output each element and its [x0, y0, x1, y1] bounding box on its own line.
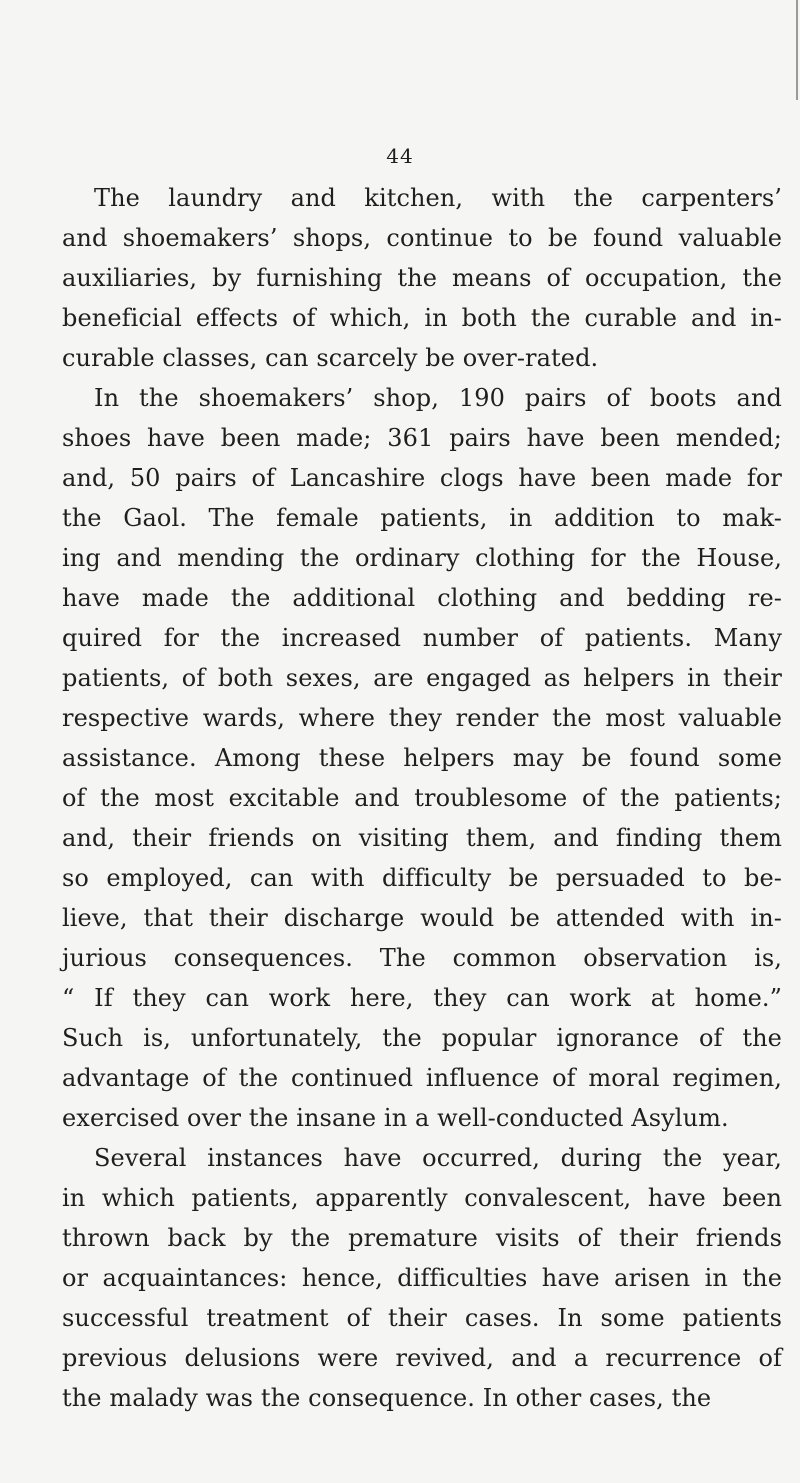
text-line: and, 50 pairs of Lancashire clogs have been made for — [62, 464, 782, 492]
text-line: thrown back by the premature visits of their friends — [62, 1224, 782, 1252]
text-line: Several instances have occurred, during the year, — [94, 1144, 782, 1172]
text-line: jurious consequences. The common observation is, — [62, 944, 782, 972]
text-line: the Gaol. The female patients, in addition to mak- — [62, 504, 782, 532]
text-line: lieve, that their discharge would be attended with in- — [62, 904, 782, 932]
text-line: curable classes, can scarcely be over-rated. — [62, 344, 599, 372]
text-line: ing and mending the ordinary clothing for the House, — [62, 544, 782, 572]
text-line: The laundry and kitchen, with the carpenters’ — [94, 184, 782, 212]
text-line: in which patients, apparently convalescent, have been — [62, 1184, 782, 1212]
page-number: 44 — [386, 144, 414, 168]
text-line: the malady was the consequence. In other cases, the — [62, 1384, 712, 1412]
text-line: shoes have been made; 361 pairs have been mended; — [62, 424, 782, 452]
text-line: In the shoemakers’ shop, 190 pairs of boots and — [94, 384, 782, 412]
text-line: auxiliaries, by furnishing the means of occupation, the — [62, 264, 782, 292]
text-line: have made the additional clothing and bedding re- — [62, 584, 782, 612]
page-edge-line — [796, 0, 798, 100]
text-line: or acquaintances: hence, difficulties have arisen in the — [62, 1264, 782, 1292]
text-line: and, their friends on visiting them, and finding them — [62, 824, 782, 852]
text-line: respective wards, where they render the most valuable — [62, 704, 782, 732]
text-line: beneficial effects of which, in both the curable and in- — [62, 304, 782, 332]
body-text — [62, 178, 782, 1418]
text-line: Such is, unfortunately, the popular ignorance of the — [62, 1024, 782, 1052]
text-line: exercised over the insane in a well-conducted Asylum. — [62, 1104, 729, 1132]
text-line: advantage of the continued influence of moral regimen, — [62, 1064, 782, 1092]
text-line: and shoemakers’ shops, continue to be found valuable — [62, 224, 782, 252]
text-line: patients, of both sexes, are engaged as helpers in their — [62, 664, 782, 692]
text-line: of the most excitable and troublesome of the patients; — [62, 784, 782, 812]
text-line: previous delusions were revived, and a recurrence of — [62, 1344, 782, 1372]
text-line: assistance. Among these helpers may be found some — [62, 744, 782, 772]
text-line: “ If they can work here, they can work at home.” — [62, 984, 782, 1012]
text-line: quired for the increased number of patients. Many — [62, 624, 782, 652]
text-line: successful treatment of their cases. In some patients — [62, 1304, 782, 1332]
text-line: so employed, can with difficulty be persuaded to be- — [62, 864, 782, 892]
